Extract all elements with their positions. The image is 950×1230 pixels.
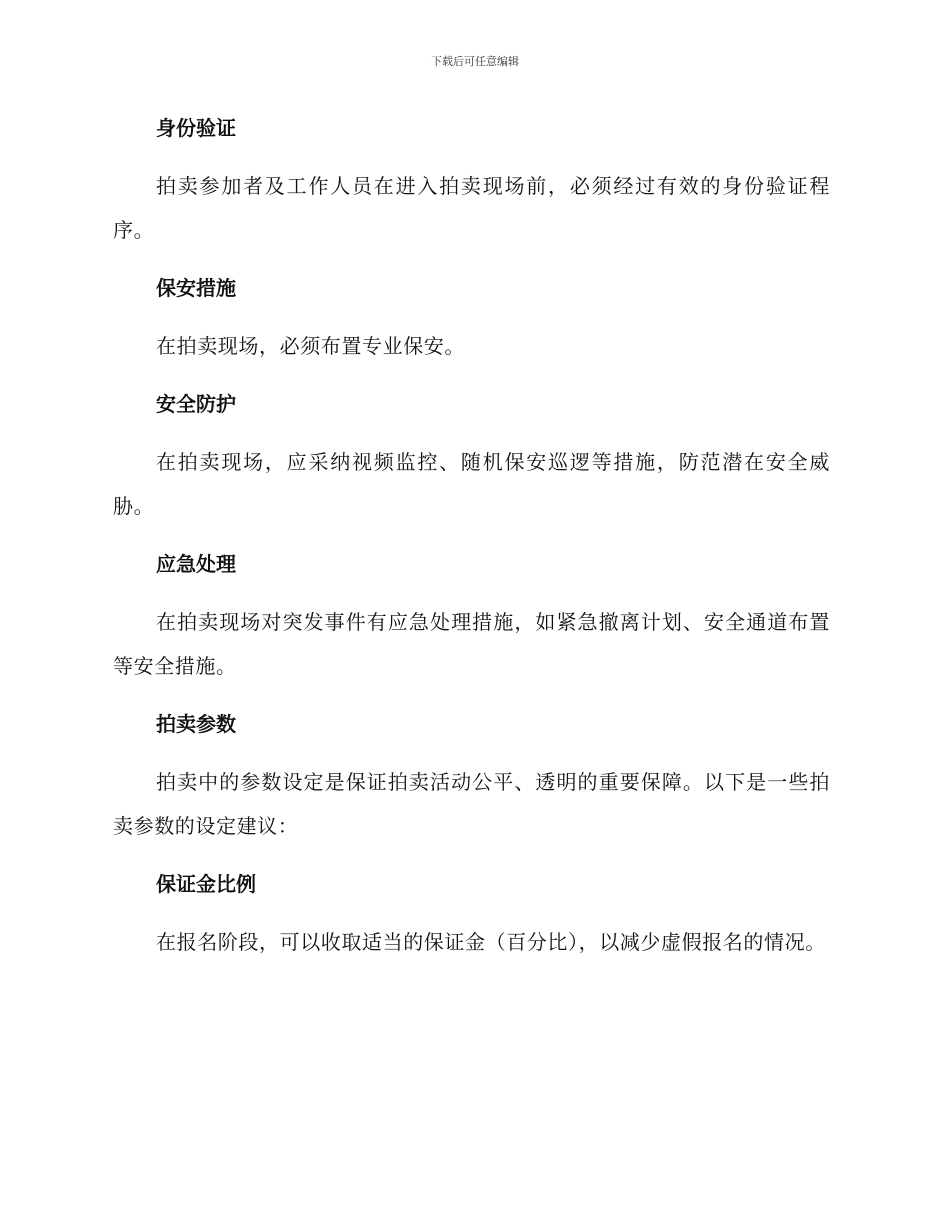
section-heading: 拍卖参数 xyxy=(156,712,236,736)
section-deposit-ratio xyxy=(113,862,830,964)
section-heading: 身份验证 xyxy=(156,116,236,140)
section-auction-parameters xyxy=(113,702,830,848)
section-paragraph: 在拍卖现场对突发事件有应急处理措施，如紧急撤离计划、安全通道布置等安全措施。 xyxy=(113,610,830,678)
section-security-measures xyxy=(113,266,830,368)
section-paragraph: 在拍卖现场，必须布置专业保安。 xyxy=(156,334,465,358)
section-emergency-handling xyxy=(113,542,830,688)
section-heading: 应急处理 xyxy=(156,552,236,576)
section-paragraph: 拍卖参加者及工作人员在进入拍卖现场前，必须经过有效的身份验证程序。 xyxy=(113,174,830,242)
section-heading: 保证金比例 xyxy=(156,872,256,896)
section-safety-protection xyxy=(113,382,830,528)
section-heading: 安全防护 xyxy=(156,392,236,416)
document-body xyxy=(113,106,830,978)
section-paragraph: 在报名阶段，可以收取适当的保证金（百分比），以减少虚假报名的情况。 xyxy=(156,930,826,954)
page-header: 下载后可任意编辑 xyxy=(431,55,519,68)
section-heading: 保安措施 xyxy=(156,276,236,300)
section-paragraph: 拍卖中的参数设定是保证拍卖活动公平、透明的重要保障。以下是一些拍卖参数的设定建议： xyxy=(113,770,830,838)
section-identity-verification xyxy=(113,106,830,252)
section-paragraph: 在拍卖现场，应采纳视频监控、随机保安巡逻等措施，防范潜在安全威胁。 xyxy=(113,450,830,518)
